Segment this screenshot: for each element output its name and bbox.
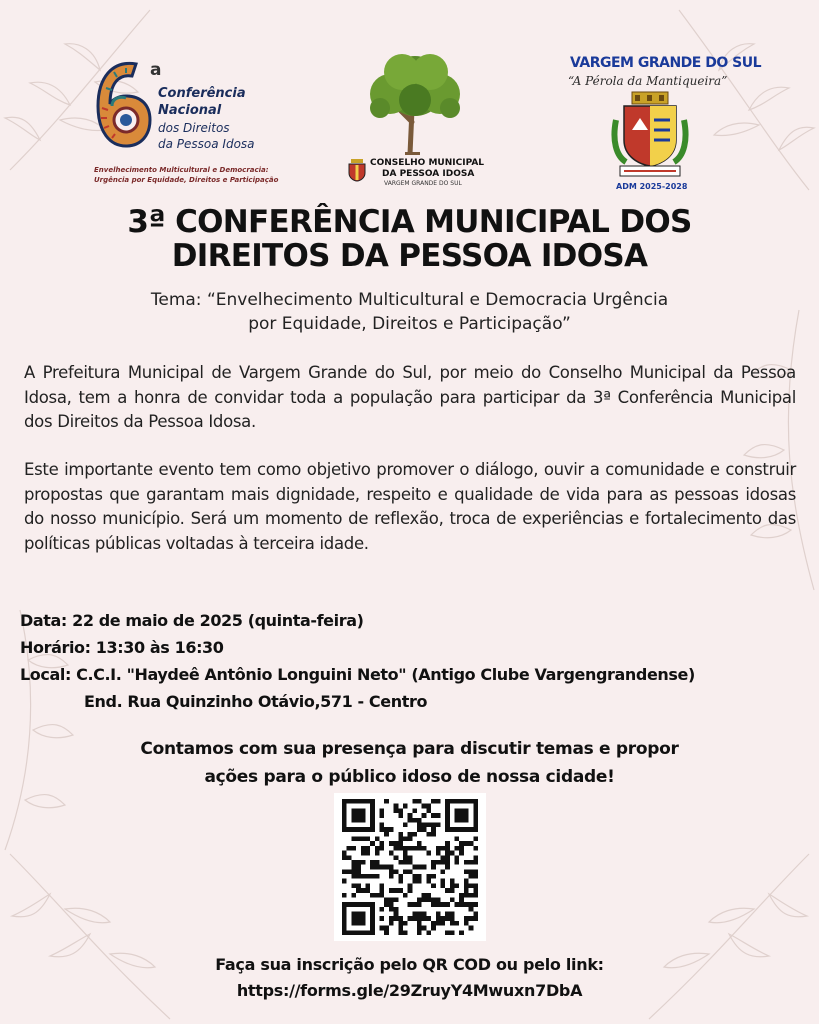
- logo-text-pessoa-idosa: da Pessoa Idosa: [158, 137, 255, 151]
- registration-link[interactable]: https://forms.gle/29ZruyY4Mwuxn7DbA: [236, 981, 583, 1000]
- event-theme: [0, 288, 819, 336]
- logo-subtitle-line2: Urgência por Equidade, Direitos e Participação: [94, 176, 279, 184]
- municipal-crest-small-icon: [348, 158, 366, 182]
- council-logo: [346, 50, 486, 195]
- invitation-paragraph: A Prefeitura Municipal de Vargem Grande do Sul, por meio do Conselho Municipal da Pessoa Idosa, tem a honra de convidar toda a população para participar da 3ª Conferência Municipal dos Direitos da Pessoa Idosa.: [24, 363, 796, 431]
- closing-line2: ações para o público idoso de nossa cidade!: [204, 767, 615, 787]
- logo-text-conferencia: Conferência: [158, 86, 246, 101]
- registration-qr-code[interactable]: [334, 793, 486, 941]
- title-line1: 3ª CONFERÊNCIA MUNICIPAL DOS: [127, 204, 692, 240]
- council-name-line2: DA PESSOA IDOSA: [382, 169, 475, 179]
- superscript-a: a: [150, 60, 162, 80]
- logo-text-direitos: dos Direitos: [158, 121, 230, 135]
- logo-header: [0, 50, 819, 200]
- registration-footer: [0, 952, 819, 1004]
- national-conference-logo: [92, 58, 277, 198]
- closing-message: [0, 735, 819, 791]
- event-address: End. Rua Quinzinho Otávio,571 - Centro: [84, 692, 428, 711]
- qr-code-icon: [342, 799, 478, 935]
- event-time: Horário: 13:30 às 16:30: [20, 638, 224, 657]
- council-name-line1: CONSELHO MUNICIPAL: [370, 158, 485, 168]
- objective-paragraph: Este importante evento tem como objetivo promover o diálogo, ouvir a comunidade e construir propostas que garantam mais dignidade, respeito e qualidade de vida para as pessoas idosas do nosso município. Será um momento de reflexão, troca de experiências e fortalecimento das políticas públicas voltadas à terceira idade.: [24, 460, 796, 553]
- title-line2: DIREITOS DA PESSOA IDOSA: [171, 238, 648, 274]
- city-name: VARGEM GRANDE DO SUL: [570, 55, 762, 71]
- tree-icon: [360, 50, 470, 155]
- event-details: [20, 607, 695, 715]
- theme-line1: Tema: “Envelhecimento Multicultural e Democracia Urgência: [150, 290, 669, 310]
- council-city: VARGEM GRANDE DO SUL: [384, 180, 462, 187]
- city-motto: “A Pérola da Mantiqueira”: [568, 74, 728, 88]
- municipality-logo: [560, 50, 762, 195]
- page-title: [0, 205, 819, 273]
- event-place: Local: C.C.I. "Haydeê Antônio Longuini Neto" (Antigo Clube Vargengrandense): [20, 665, 695, 684]
- event-date: Data: 22 de maio de 2025 (quinta-feira): [20, 611, 364, 630]
- logo-subtitle-line1: Envelhecimento Multicultural e Democracia:: [94, 166, 269, 174]
- administration-period: ADM 2025-2028: [616, 182, 688, 191]
- registration-instructions: Faça sua inscrição pelo QR COD ou pelo link:: [215, 955, 604, 974]
- number-six-mosaic-icon: [92, 58, 154, 150]
- theme-line2: por Equidade, Direitos e Participação”: [248, 314, 571, 334]
- closing-line1: Contamos com sua presença para discutir temas e propor: [140, 739, 679, 759]
- coat-of-arms-icon: [610, 90, 690, 180]
- logo-text-nacional: Nacional: [158, 103, 222, 118]
